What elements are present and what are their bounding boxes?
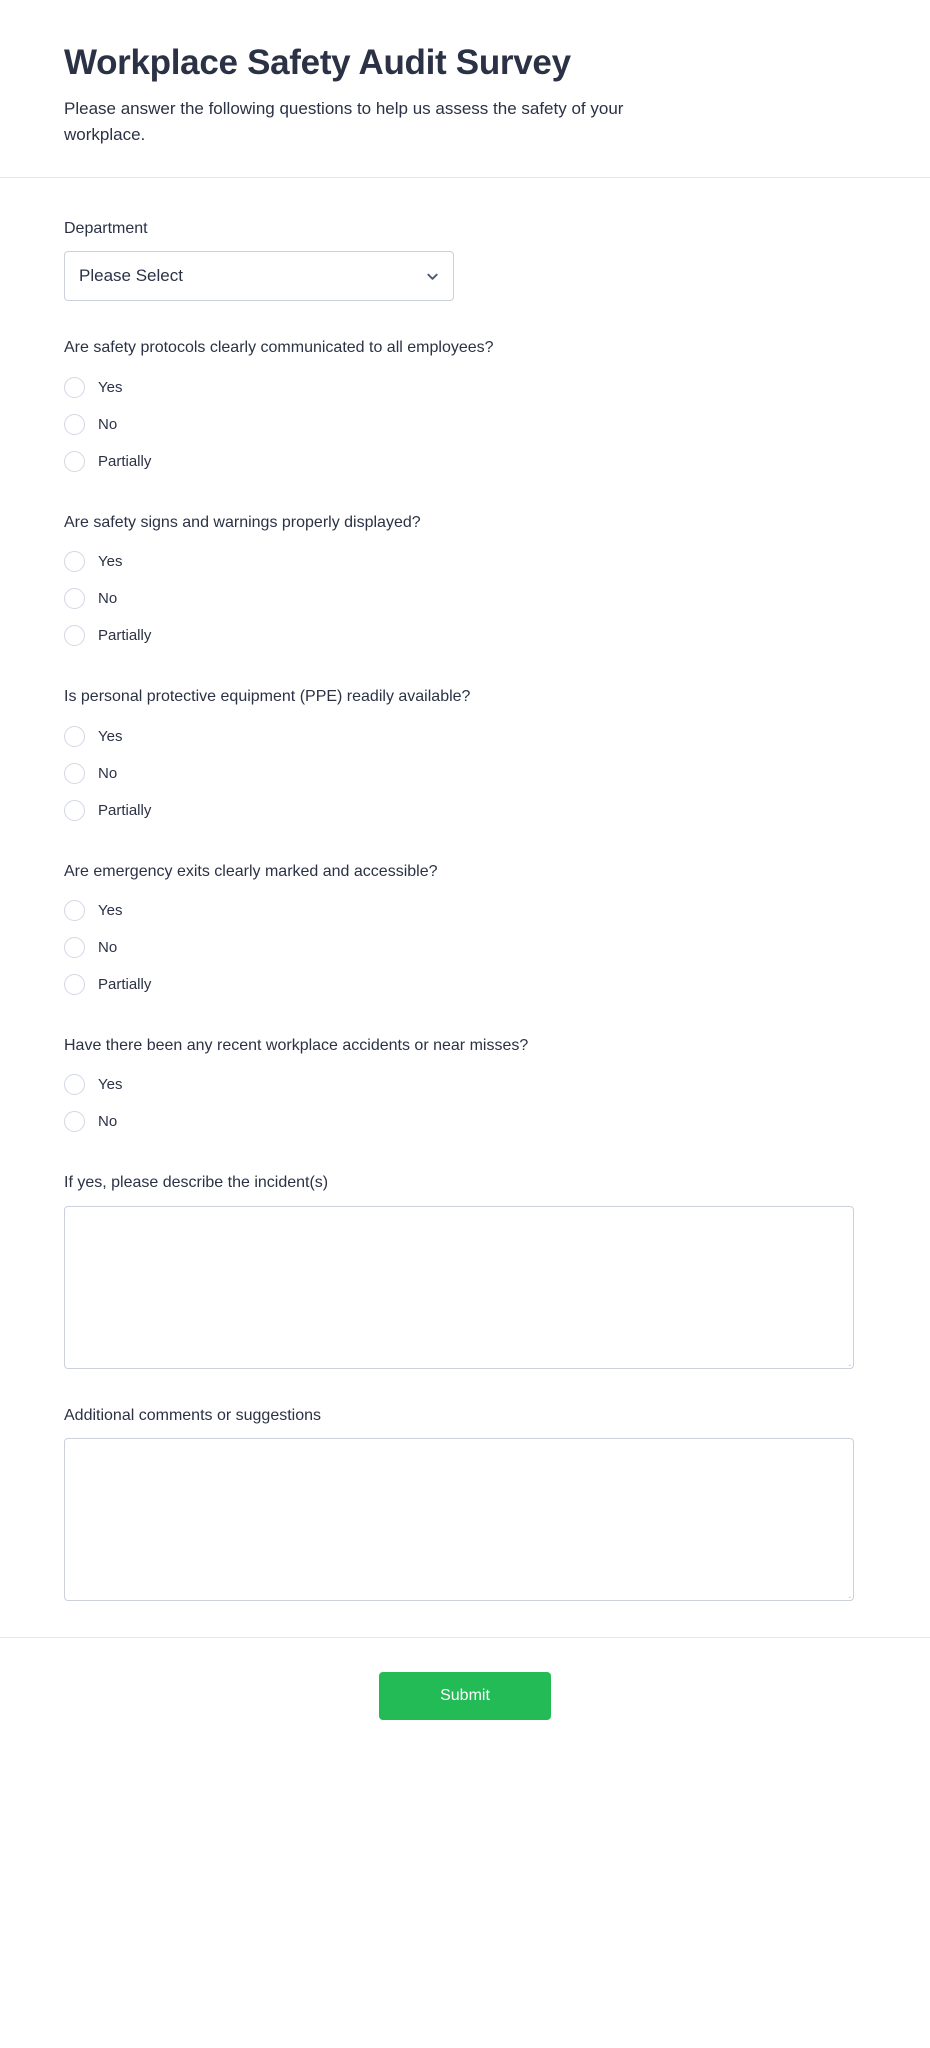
form-footer: [0, 1637, 930, 1750]
question-5-label: Have there been any recent workplace accidents or near misses?: [64, 1036, 529, 1054]
question-4-options: [64, 896, 866, 999]
radio-icon[interactable]: [64, 763, 85, 784]
radio-label: No: [98, 415, 118, 433]
radio-icon[interactable]: [64, 900, 85, 921]
incident-description-textarea[interactable]: [64, 1206, 854, 1369]
radio-option-yes[interactable]: [64, 722, 866, 751]
radio-label: No: [98, 590, 118, 608]
radio-icon[interactable]: [64, 414, 85, 435]
radio-icon[interactable]: [64, 377, 85, 398]
radio-label: Partially: [98, 801, 152, 819]
department-select[interactable]: Please Select: [64, 251, 454, 301]
question-3-label: Is personal protective equipment (PPE) readily available?: [64, 688, 471, 706]
field-question-4: [64, 861, 866, 999]
radio-label: Yes: [98, 1076, 123, 1094]
field-incident-description: [64, 1172, 866, 1368]
radio-label: Partially: [98, 452, 152, 470]
radio-option-yes[interactable]: [64, 1070, 866, 1099]
page-title: Workplace Safety Audit Survey: [64, 43, 571, 82]
question-2-options: [64, 547, 866, 650]
radio-option-yes[interactable]: [64, 373, 866, 402]
form-subtitle: Please answer the following questions to help us assess the safety of your workplace.: [64, 99, 624, 144]
radio-label: Partially: [98, 627, 152, 645]
radio-option-no[interactable]: [64, 410, 866, 439]
radio-icon[interactable]: [64, 451, 85, 472]
radio-label: Yes: [98, 727, 123, 745]
additional-comments-label: Additional comments or suggestions: [64, 1406, 322, 1424]
radio-label: Yes: [98, 378, 123, 396]
radio-option-partially[interactable]: [64, 970, 866, 999]
incident-description-label: If yes, please describe the incident(s): [64, 1174, 329, 1192]
field-department: [64, 218, 866, 301]
radio-icon[interactable]: [64, 588, 85, 609]
form-header: [0, 0, 930, 177]
radio-option-no[interactable]: [64, 584, 866, 613]
question-2-label: Are safety signs and warnings properly displayed?: [64, 513, 421, 531]
radio-icon[interactable]: [64, 1111, 85, 1132]
question-3-options: [64, 722, 866, 825]
form-body: [0, 178, 930, 1601]
radio-option-partially[interactable]: [64, 447, 866, 476]
submit-button[interactable]: Submit: [379, 1672, 551, 1720]
radio-label: No: [98, 1113, 118, 1131]
question-1-label: Are safety protocols clearly communicated to all employees?: [64, 339, 494, 357]
radio-icon[interactable]: [64, 974, 85, 995]
radio-icon[interactable]: [64, 800, 85, 821]
question-4-label: Are emergency exits clearly marked and accessible?: [64, 862, 438, 880]
radio-icon[interactable]: [64, 726, 85, 747]
radio-icon[interactable]: [64, 625, 85, 646]
radio-icon[interactable]: [64, 937, 85, 958]
field-question-3: [64, 686, 866, 824]
department-label: Department: [64, 220, 148, 237]
radio-option-no[interactable]: [64, 933, 866, 962]
additional-comments-textarea[interactable]: [64, 1438, 854, 1601]
question-1-options: [64, 373, 866, 476]
field-question-5: [64, 1035, 866, 1136]
radio-option-yes[interactable]: [64, 896, 866, 925]
resize-handle-icon[interactable]: [838, 1353, 851, 1366]
radio-option-partially[interactable]: [64, 621, 866, 650]
department-select-wrapper[interactable]: [64, 251, 454, 301]
field-question-2: [64, 512, 866, 650]
field-question-1: [64, 337, 866, 475]
resize-handle-icon[interactable]: [838, 1585, 851, 1598]
radio-label: No: [98, 938, 118, 956]
question-5-options: [64, 1070, 866, 1136]
radio-label: Partially: [98, 975, 152, 993]
radio-option-no[interactable]: [64, 1107, 866, 1136]
radio-icon[interactable]: [64, 551, 85, 572]
radio-option-no[interactable]: [64, 759, 866, 788]
field-additional-comments: [64, 1405, 866, 1601]
radio-option-partially[interactable]: [64, 796, 866, 825]
radio-option-yes[interactable]: [64, 547, 866, 576]
radio-icon[interactable]: [64, 1074, 85, 1095]
radio-label: Yes: [98, 553, 123, 571]
radio-label: Yes: [98, 901, 123, 919]
radio-label: No: [98, 764, 118, 782]
